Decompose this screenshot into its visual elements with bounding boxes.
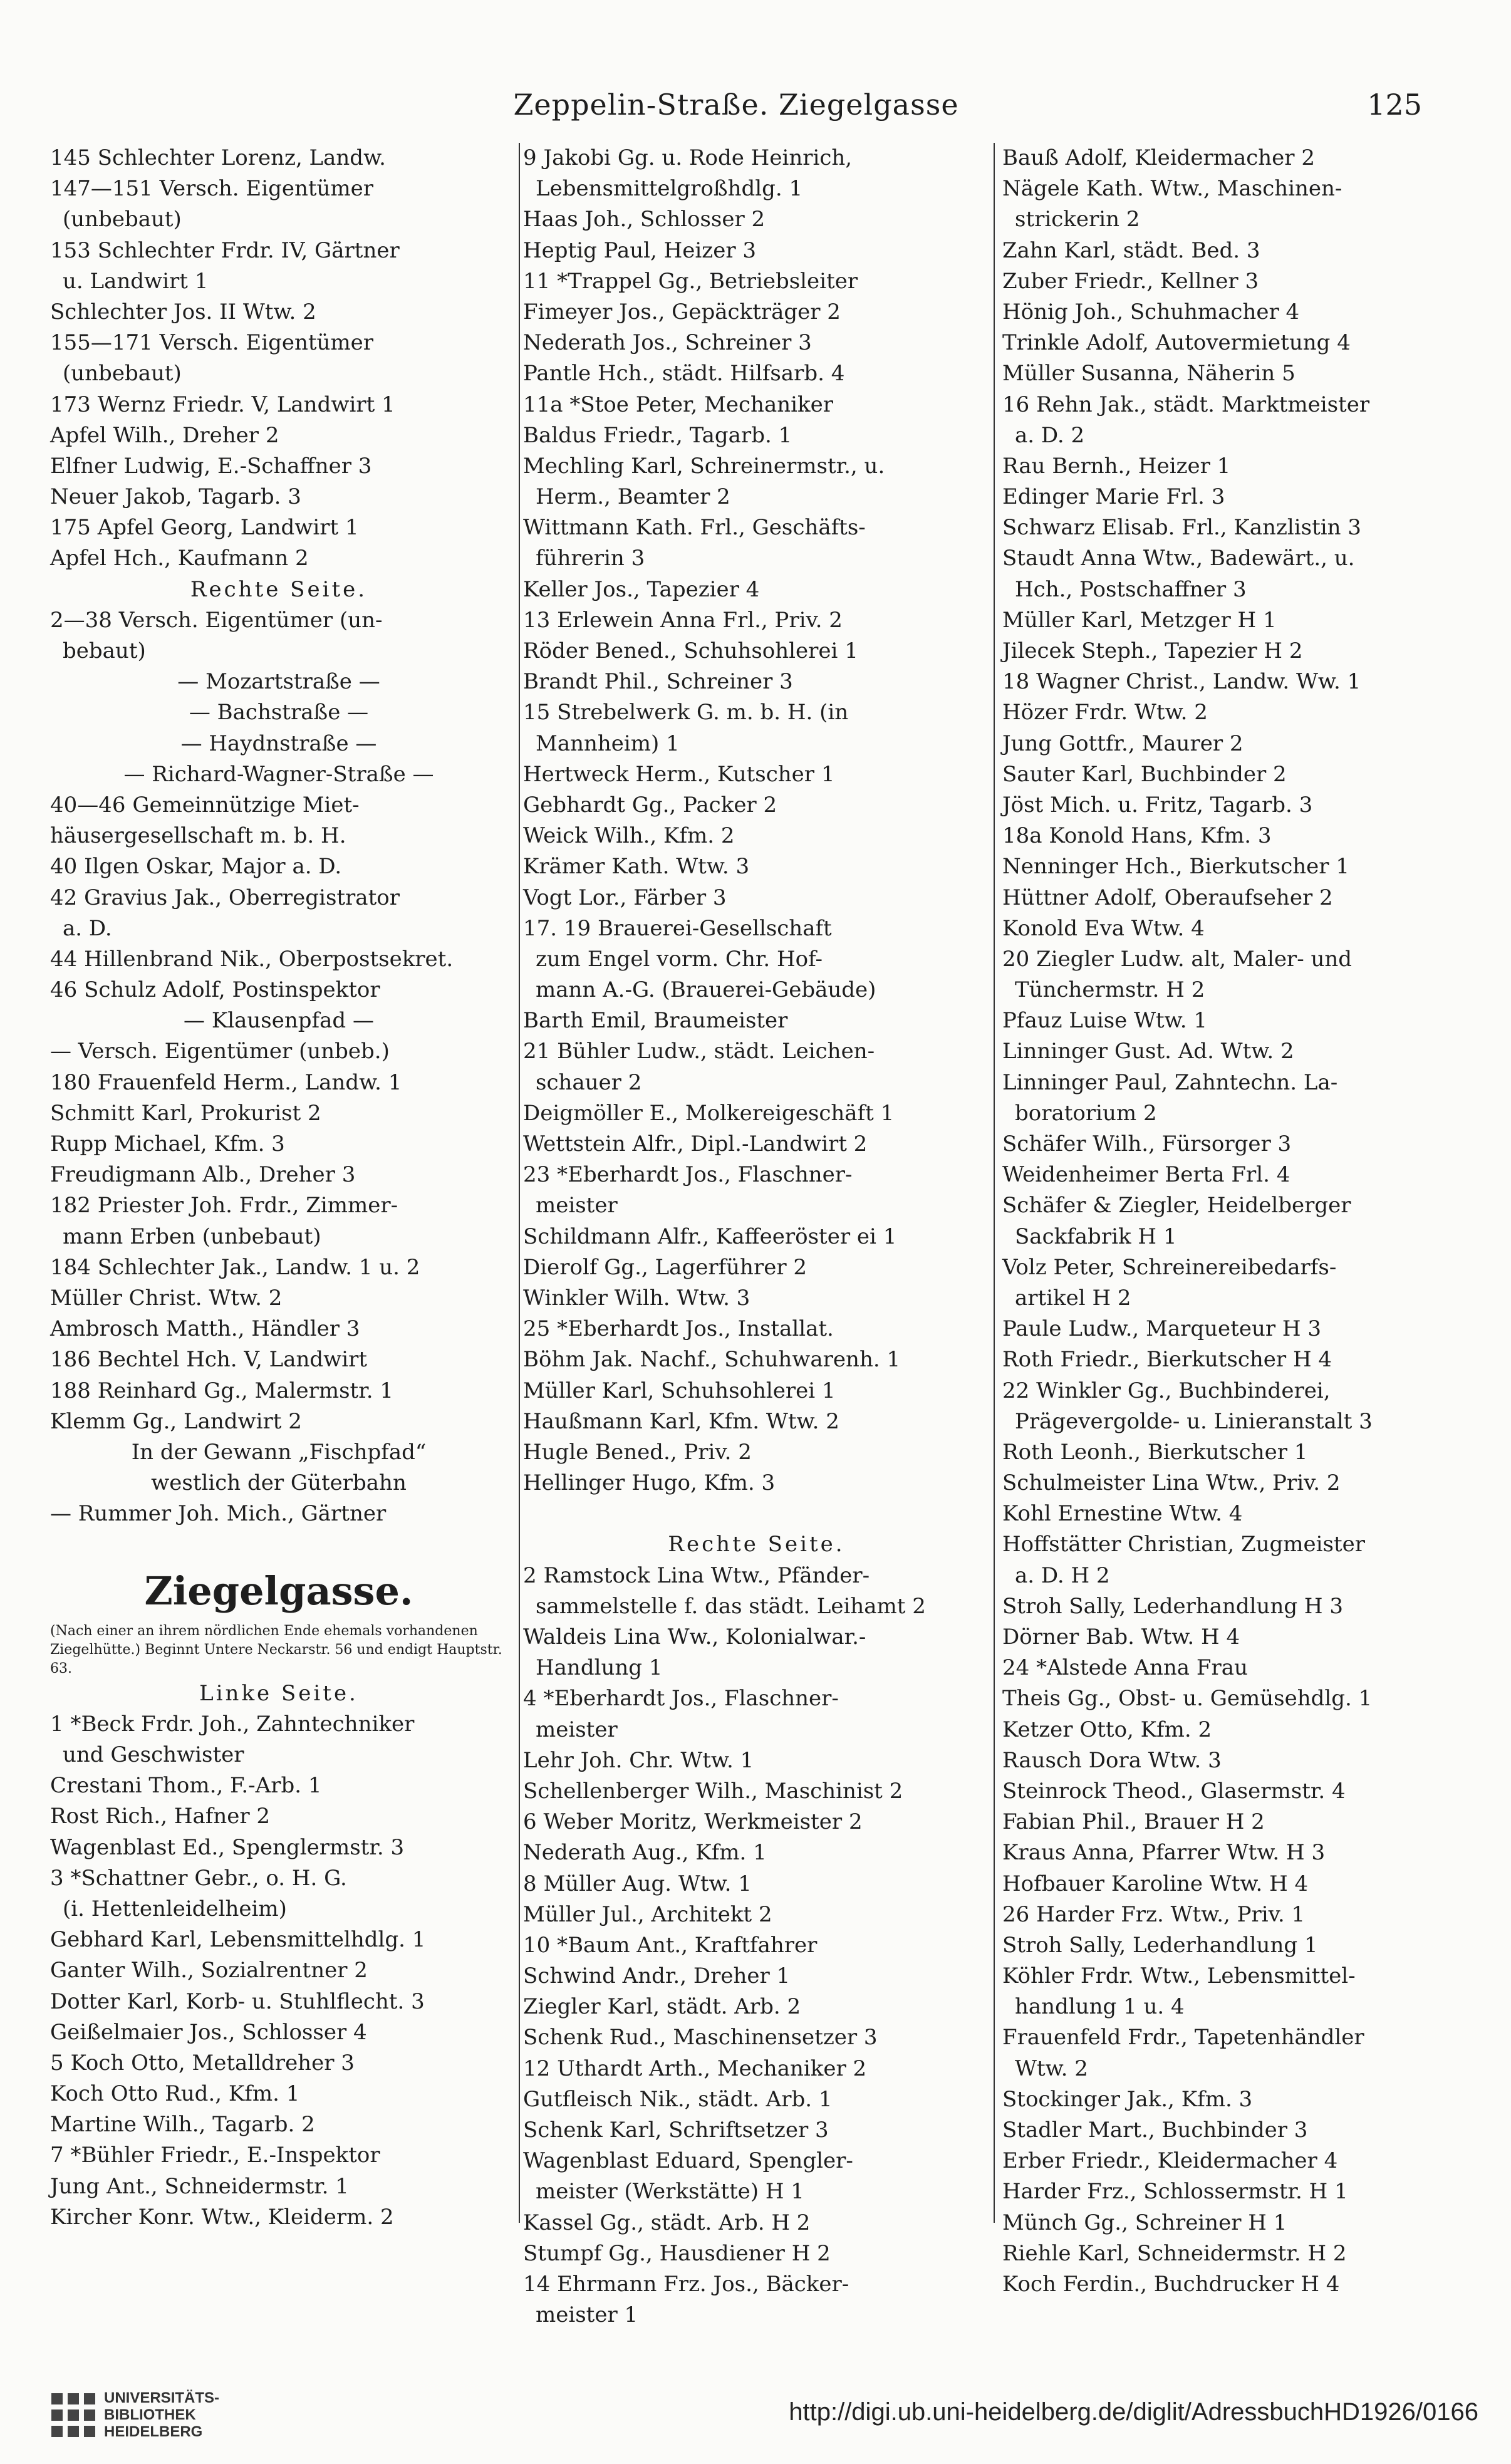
directory-entry: Hertweck Herm., Kutscher 1 <box>523 761 835 787</box>
directory-entry: artikel H 2 <box>1015 1285 1131 1311</box>
directory-entry: Barth Emil, Braumeister <box>523 1008 788 1034</box>
directory-entry: Freudigmann Alb., Dreher 3 <box>50 1162 356 1188</box>
directory-entry: Hugle Bened., Priv. 2 <box>523 1439 752 1465</box>
directory-entry: Lebensmittelgroßhdlg. 1 <box>536 176 803 202</box>
section-label: Rechte Seite. <box>668 1532 845 1557</box>
library-logo-icon <box>51 2393 95 2437</box>
directory-entry: Hözer Frdr. Wtw. 2 <box>1002 700 1208 725</box>
directory-entry: Prägevergolde- u. Linieranstalt 3 <box>1015 1408 1373 1434</box>
directory-entry: Sauter Karl, Buchbinder 2 <box>1002 761 1287 787</box>
directory-entry: Schäfer & Ziegler, Heidelberger <box>1002 1193 1351 1219</box>
directory-entry: Schellenberger Wilh., Maschinist 2 <box>523 1778 903 1804</box>
directory-entry: Nenninger Hch., Bierkutscher 1 <box>1002 854 1349 880</box>
directory-entry: Tünchermstr. H 2 <box>1015 977 1205 1003</box>
directory-entry: 6 Weber Moritz, Werkmeister 2 <box>523 1809 863 1835</box>
directory-entry: Pantle Hch., städt. Hilfsarb. 4 <box>523 361 845 387</box>
directory-entry: 180 Frauenfeld Herm., Landw. 1 <box>50 1069 402 1095</box>
directory-entry: boratorium 2 <box>1015 1100 1157 1126</box>
directory-entry: Nederath Jos., Schreiner 3 <box>523 330 812 356</box>
directory-entry: Hüttner Adolf, Oberaufseher 2 <box>1002 885 1333 910</box>
directory-entry: Bauß Adolf, Kleidermacher 2 <box>1002 145 1315 170</box>
directory-entry: strickerin 2 <box>1015 207 1140 232</box>
directory-entry: 11 *Trappel Gg., Betriebsleiter <box>523 268 858 294</box>
column-2 <box>523 143 990 2328</box>
source-url-link[interactable]: http://digi.ub.uni-heidelberg.de/diglit/AdressbuchHD1926/0166 <box>789 2398 1478 2426</box>
directory-entry: Müller Susanna, Näherin 5 <box>1002 361 1296 387</box>
directory-entry: Trinkle Adolf, Autovermietung 4 <box>1002 330 1351 356</box>
directory-entry: Müller Karl, Schuhsohlerei 1 <box>523 1378 836 1403</box>
directory-entry: Brandt Phil., Schreiner 3 <box>523 669 793 695</box>
directory-entry: Köhler Frdr. Wtw., Lebensmittel- <box>1002 1963 1356 1989</box>
directory-entry: Wittmann Kath. Frl., Geschäfts- <box>523 515 866 541</box>
directory-entry: u. Landwirt 1 <box>63 268 209 294</box>
section-label: Linke Seite. <box>199 1680 358 1706</box>
directory-entry: Stumpf Gg., Hausdiener H 2 <box>523 2240 831 2266</box>
directory-entry: Gebhardt Gg., Packer 2 <box>523 792 777 818</box>
library-logo-text <box>104 2389 219 2440</box>
directory-entry: Schenk Karl, Schriftsetzer 3 <box>523 2118 829 2143</box>
directory-entry: Gutfleisch Nik., städt. Arb. 1 <box>523 2086 833 2112</box>
page-footer <box>0 2386 1511 2464</box>
directory-entry: 42 Gravius Jak., Oberregistrator <box>50 885 400 910</box>
directory-entry: häusergesellschaft m. b. H. <box>50 823 346 849</box>
directory-entry: Wettstein Alfr., Dipl.-Landwirt 2 <box>523 1131 868 1157</box>
directory-entry: Kraus Anna, Pfarrer Wtw. H 3 <box>1002 1840 1326 1866</box>
directory-entry: Harder Frz., Schlossermstr. H 1 <box>1002 2179 1348 2205</box>
directory-entry: Weick Wilh., Kfm. 2 <box>523 823 735 849</box>
directory-entry: 7 *Bühler Friedr., E.-Inspektor <box>50 2143 380 2168</box>
directory-entry: Apfel Wilh., Dreher 2 <box>50 422 279 448</box>
page-header <box>50 88 1422 138</box>
directory-entry: 2 Ramstock Lina Wtw., Pfänder- <box>523 1562 870 1588</box>
directory-columns <box>50 143 1428 2328</box>
directory-entry: 23 *Eberhardt Jos., Flaschner- <box>523 1162 853 1188</box>
directory-entry: Wagenblast Ed., Spenglermstr. 3 <box>50 1834 405 1860</box>
directory-entry: Mannheim) 1 <box>536 730 680 756</box>
directory-entry: Neuer Jakob, Tagarb. 3 <box>50 484 301 510</box>
directory-entry: Stadler Mart., Buchbinder 3 <box>1002 2118 1308 2143</box>
directory-entry: Elfner Ludwig, E.-Schaffner 3 <box>50 453 372 479</box>
directory-entry: und Geschwister <box>63 1742 244 1767</box>
directory-entry: Wagenblast Eduard, Spengler- <box>523 2148 853 2174</box>
directory-entry: Schmitt Karl, Prokurist 2 <box>50 1100 321 1126</box>
directory-entry: Paule Ludw., Marqueteur H 3 <box>1002 1316 1322 1342</box>
directory-entry: Schulmeister Lina Wtw., Priv. 2 <box>1002 1470 1341 1496</box>
directory-entry: 153 Schlechter Frdr. IV, Gärtner <box>50 237 400 263</box>
directory-entry: Vogt Lor., Färber 3 <box>523 885 727 910</box>
column-1 <box>50 143 507 2230</box>
directory-entry: 182 Priester Joh. Frdr., Zimmer- <box>50 1193 398 1219</box>
directory-entry: Apfel Hch., Kaufmann 2 <box>50 546 309 571</box>
directory-entry: Dierolf Gg., Lagerführer 2 <box>523 1254 807 1280</box>
directory-entry: Ambrosch Matth., Händler 3 <box>50 1316 360 1342</box>
directory-entry: 24 *Alstede Anna Frau <box>1002 1655 1248 1681</box>
directory-entry: führerin 3 <box>536 546 645 571</box>
directory-entry: Theis Gg., Obst- u. Gemüsehdlg. 1 <box>1002 1686 1373 1712</box>
directory-entry: Fabian Phil., Brauer H 2 <box>1002 1809 1265 1835</box>
directory-entry: Hellinger Hugo, Kfm. 3 <box>523 1470 776 1496</box>
directory-entry: Müller Jul., Architekt 2 <box>523 1901 772 1927</box>
logo-line: HEIDELBERG <box>104 2423 203 2440</box>
directory-entry: Heptig Paul, Heizer 3 <box>523 237 757 263</box>
directory-entry: — Haydnstraße — <box>180 730 377 756</box>
directory-entry: Koch Ferdin., Buchdrucker H 4 <box>1002 2271 1340 2297</box>
directory-entry: — Mozartstraße — <box>177 669 380 695</box>
directory-entry: a. D. <box>63 915 112 941</box>
directory-entry: — Bachstraße — <box>189 700 369 725</box>
directory-entry: schauer 2 <box>536 1069 642 1095</box>
directory-entry: 18 Wagner Christ., Landw. Ww. 1 <box>1002 669 1361 695</box>
directory-entry: 9 Jakobi Gg. u. Rode Heinrich, <box>523 145 853 170</box>
street-note: (Nach einer an ihrem nördlichen Ende ehemals vorhandenen Ziegelhütte.) Beginnt Untere Neckarstr. 56 und endigt Hauptstr. 63. <box>50 1623 502 1676</box>
directory-entry: Kircher Konr. Wtw., Kleiderm. 2 <box>50 2204 394 2230</box>
directory-entry: mann Erben (unbebaut) <box>63 1224 321 1249</box>
directory-entry: Stroh Sally, Lederhandlung H 3 <box>1002 1593 1343 1619</box>
directory-entry: Handlung 1 <box>536 1655 663 1681</box>
library-logo <box>51 2388 239 2445</box>
directory-entry: Riehle Karl, Schneidermstr. H 2 <box>1002 2240 1347 2266</box>
directory-entry: Frauenfeld Frdr., Tapetenhändler <box>1002 2025 1364 2051</box>
directory-entry: Deigmöller E., Molkereigeschäft 1 <box>523 1100 895 1126</box>
directory-entry: (i. Hettenleidelheim) <box>63 1896 287 1921</box>
directory-entry: — Richard-Wagner-Straße — <box>123 761 434 787</box>
directory-entry: Schäfer Wilh., Fürsorger 3 <box>1002 1131 1292 1157</box>
directory-entry: 145 Schlechter Lorenz, Landw. <box>50 145 386 170</box>
directory-entry: Schlechter Jos. II Wtw. 2 <box>50 299 316 325</box>
directory-entry: Rost Rich., Hafner 2 <box>50 1804 271 1829</box>
directory-entry: Konold Eva Wtw. 4 <box>1002 915 1205 941</box>
directory-entry: Martine Wilh., Tagarb. 2 <box>50 2112 315 2138</box>
directory-entry: Müller Karl, Metzger H 1 <box>1002 607 1277 633</box>
directory-entry: 40—46 Gemeinnützige Miet- <box>50 792 360 818</box>
directory-entry: Hoffstätter Christian, Zugmeister <box>1002 1532 1365 1557</box>
directory-entry: (unbebaut) <box>63 361 182 387</box>
directory-entry: Gebhard Karl, Lebensmittelhdlg. 1 <box>50 1927 426 1953</box>
directory-entry: zum Engel vorm. Chr. Hof- <box>536 946 823 972</box>
page-number: 125 <box>1367 88 1422 122</box>
directory-entry: sammelstelle f. das städt. Leihamt 2 <box>536 1593 926 1619</box>
directory-entry: Roth Leonh., Bierkutscher 1 <box>1002 1439 1308 1465</box>
directory-entry: Linninger Paul, Zahntechn. La- <box>1002 1069 1338 1095</box>
directory-entry: 25 *Eberhardt Jos., Installat. <box>523 1316 834 1342</box>
directory-entry: 20 Ziegler Ludw. alt, Maler- und <box>1002 946 1353 972</box>
directory-entry: Staudt Anna Wtw., Badewärt., u. <box>1002 546 1355 571</box>
directory-entry: Haas Joh., Schlosser 2 <box>523 207 766 232</box>
directory-entry: 173 Wernz Friedr. V, Landwirt 1 <box>50 392 395 417</box>
directory-entry: Edinger Marie Frl. 3 <box>1002 484 1225 510</box>
directory-entry: Münch Gg., Schreiner H 1 <box>1002 2210 1287 2235</box>
directory-entry: 46 Schulz Adolf, Postinspektor <box>50 977 380 1003</box>
directory-entry: Kohl Ernestine Wtw. 4 <box>1002 1501 1243 1527</box>
directory-entry: Hofbauer Karoline Wtw. H 4 <box>1002 1871 1309 1896</box>
directory-entry: Rupp Michael, Kfm. 3 <box>50 1131 285 1157</box>
directory-entry: Waldeis Lina Ww., Kolonialwar.- <box>523 1624 866 1650</box>
directory-entry: Haußmann Karl, Kfm. Wtw. 2 <box>523 1408 839 1434</box>
directory-entry: Schildmann Alfr., Kaffeeröster ei 1 <box>523 1224 897 1249</box>
directory-entry: Dotter Karl, Korb- u. Stuhlflecht. 3 <box>50 1988 425 2014</box>
directory-entry: Baldus Friedr., Tagarb. 1 <box>523 422 792 448</box>
directory-entry: 3 *Schattner Gebr., o. H. G. <box>50 1865 347 1891</box>
directory-entry: — Rummer Joh. Mich., Gärtner <box>50 1501 387 1527</box>
logo-line: UNIVERSITÄTS- <box>104 2389 220 2406</box>
directory-entry: Röder Bened., Schuhsohlerei 1 <box>523 638 858 663</box>
directory-entry: Winkler Wilh. Wtw. 3 <box>523 1285 750 1311</box>
street-heading: Ziegelgasse. <box>144 1567 413 1614</box>
running-title: Zeppelin-Straße. Ziegelgasse <box>513 88 959 122</box>
directory-entry: Fimeyer Jos., Gepäckträger 2 <box>523 299 841 325</box>
directory-entry: 17. 19 Brauerei-Gesellschaft <box>523 915 832 941</box>
directory-entry <box>50 1529 507 1560</box>
directory-entry: a. D. H 2 <box>1015 1562 1110 1588</box>
directory-entry: 22 Winkler Gg., Buchbinderei, <box>1002 1378 1331 1403</box>
directory-entry: 5 Koch Otto, Metalldreher 3 <box>50 2050 355 2076</box>
directory-entry: Koch Otto Rud., Kfm. 1 <box>50 2081 300 2107</box>
directory-entry: 11a *Stoe Peter, Mechaniker <box>523 392 833 417</box>
directory-entry <box>523 1499 990 1529</box>
directory-entry: meister <box>536 1717 618 1742</box>
directory-entry: In der Gewann „Fischpfad“ <box>131 1439 427 1465</box>
directory-entry: Roth Friedr., Bierkutscher H 4 <box>1002 1347 1332 1373</box>
directory-entry: 186 Bechtel Hch. V, Landwirt <box>50 1347 368 1373</box>
directory-entry: Klemm Gg., Landwirt 2 <box>50 1408 302 1434</box>
directory-entry: meister 1 <box>536 2302 638 2328</box>
directory-entry: Lehr Joh. Chr. Wtw. 1 <box>523 1747 754 1773</box>
directory-entry: Ketzer Otto, Kfm. 2 <box>1002 1717 1212 1742</box>
directory-entry: Jung Ant., Schneidermstr. 1 <box>50 2173 349 2199</box>
directory-entry: Erber Friedr., Kleidermacher 4 <box>1002 2148 1338 2174</box>
directory-entry: Ganter Wilh., Sozialrentner 2 <box>50 1958 368 1983</box>
directory-entry: Nederath Aug., Kfm. 1 <box>523 1840 767 1866</box>
directory-entry: Ziegler Karl, städt. Arb. 2 <box>523 1994 801 2020</box>
directory-entry: Jöst Mich. u. Fritz, Tagarb. 3 <box>1002 792 1313 818</box>
directory-entry: 16 Rehn Jak., städt. Marktmeister <box>1002 392 1370 417</box>
directory-entry: 21 Bühler Ludw., städt. Leichen- <box>523 1039 875 1064</box>
directory-entry: mann A.-G. (Brauerei-Gebäude) <box>536 977 876 1003</box>
directory-entry: Jilecek Steph., Tapezier H 2 <box>1002 638 1303 663</box>
logo-line: BIBLIOTHEK <box>104 2406 196 2423</box>
directory-entry: 188 Reinhard Gg., Malermstr. 1 <box>50 1378 393 1403</box>
directory-entry: Jung Gottfr., Maurer 2 <box>1002 730 1244 756</box>
directory-entry: meister (Werkstätte) H 1 <box>536 2179 804 2205</box>
directory-entry: Zahn Karl, städt. Bed. 3 <box>1002 237 1260 263</box>
directory-entry: westlich der Güterbahn <box>151 1470 407 1496</box>
directory-entry: Steinrock Theod., Glasermstr. 4 <box>1002 1778 1346 1804</box>
column-3 <box>1002 143 1485 2297</box>
directory-entry: Weidenheimer Berta Frl. 4 <box>1002 1162 1290 1188</box>
directory-entry: 4 *Eberhardt Jos., Flaschner- <box>523 1686 839 1712</box>
directory-entry: Krämer Kath. Wtw. 3 <box>523 854 750 880</box>
directory-entry: 18a Konold Hans, Kfm. 3 <box>1002 823 1272 849</box>
directory-entry: Linninger Gust. Ad. Wtw. 2 <box>1002 1039 1294 1064</box>
directory-entry: Stockinger Jak., Kfm. 3 <box>1002 2086 1253 2112</box>
directory-entry: bebaut) <box>63 638 146 663</box>
directory-entry: Hönig Joh., Schuhmacher 4 <box>1002 299 1300 325</box>
directory-entry: Böhm Jak. Nachf., Schuhwarenh. 1 <box>523 1347 901 1373</box>
directory-entry: Keller Jos., Tapezier 4 <box>523 576 760 602</box>
directory-entry: 26 Harder Frz. Wtw., Priv. 1 <box>1002 1901 1306 1927</box>
directory-entry: Schwind Andr., Dreher 1 <box>523 1963 791 1989</box>
directory-entry: Mechling Karl, Schreinermstr., u. <box>523 453 885 479</box>
directory-entry: 1 *Beck Frdr. Joh., Zahntechniker <box>50 1711 415 1737</box>
directory-entry: Rau Bernh., Heizer 1 <box>1002 453 1231 479</box>
directory-entry: Schenk Rud., Maschinensetzer 3 <box>523 2025 878 2051</box>
directory-entry: Sackfabrik H 1 <box>1015 1224 1177 1249</box>
directory-entry: 44 Hillenbrand Nik., Oberpostsekret. <box>50 946 454 972</box>
directory-entry: — Versch. Eigentümer (unbeb.) <box>50 1039 390 1064</box>
directory-entry: 12 Uthardt Arth., Mechaniker 2 <box>523 2056 867 2081</box>
directory-entry: 13 Erlewein Anna Frl., Priv. 2 <box>523 607 843 633</box>
directory-entry: Volz Peter, Schreinereibedarfs- <box>1002 1254 1337 1280</box>
directory-entry: — Klausenpfad — <box>184 1008 374 1034</box>
directory-entry: Herm., Beamter 2 <box>536 484 730 510</box>
directory-entry: 8 Müller Aug. Wtw. 1 <box>523 1871 752 1896</box>
directory-entry: 15 Strebelwerk G. m. b. H. (in <box>523 700 849 725</box>
directory-entry: handlung 1 u. 4 <box>1015 1994 1185 2020</box>
directory-entry: Crestani Thom., F.-Arb. 1 <box>50 1773 322 1799</box>
section-label: Rechte Seite. <box>190 576 368 602</box>
directory-entry: Zuber Friedr., Kellner 3 <box>1002 268 1259 294</box>
directory-entry: Dörner Bab. Wtw. H 4 <box>1002 1624 1240 1650</box>
directory-entry: 175 Apfel Georg, Landwirt 1 <box>50 515 359 541</box>
directory-entry: 40 Ilgen Oskar, Major a. D. <box>50 854 342 880</box>
directory-entry: meister <box>536 1193 618 1219</box>
directory-entry: Müller Christ. Wtw. 2 <box>50 1285 283 1311</box>
directory-entry: Rausch Dora Wtw. 3 <box>1002 1747 1222 1773</box>
directory-entry: Schwarz Elisab. Frl., Kanzlistin 3 <box>1002 515 1361 541</box>
directory-entry: Wtw. 2 <box>1015 2056 1088 2081</box>
directory-entry: 2—38 Versch. Eigentümer (un- <box>50 607 383 633</box>
directory-entry: a. D. 2 <box>1015 422 1085 448</box>
directory-entry: Hch., Postschaffner 3 <box>1015 576 1247 602</box>
directory-entry: 10 *Baum Ant., Kraftfahrer <box>523 1932 818 1958</box>
directory-entry: (unbebaut) <box>63 207 182 232</box>
directory-entry: Nägele Kath. Wtw., Maschinen- <box>1002 176 1342 202</box>
directory-entry: 14 Ehrmann Frz. Jos., Bäcker- <box>523 2271 849 2297</box>
directory-entry: Kassel Gg., städt. Arb. H 2 <box>523 2210 811 2235</box>
directory-entry: Geißelmaier Jos., Schlosser 4 <box>50 2019 367 2045</box>
directory-entry: Pfauz Luise Wtw. 1 <box>1002 1008 1208 1034</box>
directory-entry: 155—171 Versch. Eigentümer <box>50 330 374 356</box>
directory-entry: 184 Schlechter Jak., Landw. 1 u. 2 <box>50 1254 420 1280</box>
directory-entry: Stroh Sally, Lederhandlung 1 <box>1002 1932 1318 1958</box>
directory-entry: 147—151 Versch. Eigentümer <box>50 176 374 202</box>
